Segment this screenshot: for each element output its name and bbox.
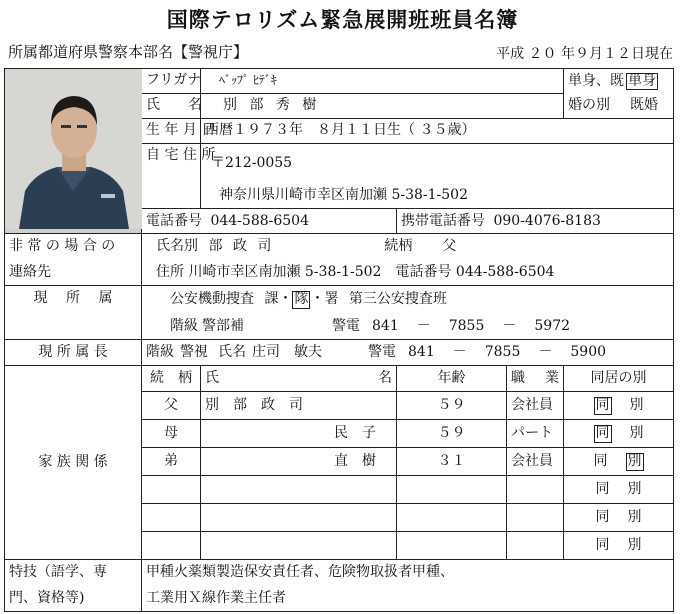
head-name: 庄司 敏夫 (252, 344, 322, 361)
head-rank: 警視 (180, 344, 208, 361)
furigana-value: ﾍﾞｯﾌﾟ ﾋﾃﾞｷ (201, 69, 564, 94)
label-skills-1: 特技（語学、専 (5, 560, 142, 586)
single-option: 単身 (628, 72, 657, 89)
label-emergency-2: 連絡先 (5, 260, 142, 286)
skills-line-1: 甲種火薬類製造保安責任者、危険物取扱者甲種、 (142, 560, 674, 586)
portrait-image (5, 69, 142, 229)
family-col-name: 氏 名 (201, 366, 397, 392)
dept-head-row: 階級 警視 氏名 庄司 敏夫 警電 841 － 7855 － 5900 (142, 340, 674, 366)
roster-form (4, 68, 674, 612)
family-age: ３１ (397, 448, 507, 476)
label-skills-2: 門、資格等) (5, 586, 142, 612)
dept-ka: 課 (264, 291, 279, 308)
cohabit-separate: 別 (627, 509, 642, 526)
emergency-relation: 父 (442, 238, 457, 255)
family-col-job: 職 業 (507, 366, 564, 392)
family-cohabit (564, 448, 674, 476)
family-job (507, 476, 564, 504)
dept-ext-2: 7855 (448, 317, 485, 334)
dept-sho: 署 (324, 291, 339, 308)
page-title: 国際テロリズム緊急展開班班員名簿 (166, 8, 519, 32)
family-relation (142, 504, 201, 532)
label-emergency-1: 非 常 の 場 合 の (5, 234, 142, 260)
head-ext-1: 841 (408, 344, 435, 361)
mobile-label: 携帯電話番号 (401, 212, 485, 229)
dept-rank: 警部補 (202, 317, 244, 334)
label-dept-head: 現 所 属 長 (5, 340, 142, 366)
affiliation-label: 所属都道府県警察本部名 (8, 43, 174, 61)
family-relation (142, 532, 201, 560)
name-value: 別 部 秀 樹 (201, 94, 564, 119)
family-age (397, 504, 507, 532)
dept-unit-suffix: 第三公安捜査班 (348, 291, 447, 308)
head-ext-3: 5900 (570, 344, 607, 361)
dept-unit-row: 公安機動捜査 課・ 隊 ・署 第三公安捜査班 (142, 286, 674, 314)
cohabit-together: 同 (595, 537, 610, 554)
single-married-label-1: 単身、既 単身 (564, 69, 674, 94)
family-relation: 母 (142, 420, 201, 448)
mobile-value: 090-4076-8183 (493, 212, 601, 229)
cohabit-separate-selected: 別 (627, 453, 642, 470)
cohabit-together-selected: 同 (595, 425, 610, 442)
family-age (397, 532, 507, 560)
family-cohabit (564, 532, 674, 560)
affiliation (8, 41, 248, 62)
family-cohabit (564, 476, 674, 504)
family-col-cohabit: 同居の別 (564, 366, 674, 392)
family-name (201, 532, 397, 560)
label-furigana: フリガナ (142, 69, 201, 94)
family-job: 会社員 (507, 392, 564, 420)
single-married-label-2: 婚の別 既婚 (564, 94, 674, 119)
head-ext-2: 7855 (484, 344, 521, 361)
label-current-dept: 現 所 属 (5, 286, 142, 340)
married-option: 既婚 (630, 97, 659, 114)
emergency-name-row: 氏名別 部 政 司 続柄 父 (142, 234, 674, 260)
phone-cell (142, 209, 397, 234)
emergency-name: 別 部 政 司 (184, 238, 275, 255)
cohabit-separate: 別 (627, 481, 642, 498)
family-job: パート (507, 420, 564, 448)
cohabit-together-selected: 同 (595, 397, 610, 414)
label-dob: 生 年 月 日 (142, 119, 201, 144)
family-job (507, 504, 564, 532)
family-cohabit (564, 392, 674, 420)
phone-label: 電話番号 (146, 212, 202, 229)
family-col-age: 年齢 (397, 366, 507, 392)
family-age: ５９ (397, 420, 507, 448)
cohabit-separate: 別 (627, 537, 642, 554)
label-name: 氏 名 (142, 94, 201, 119)
family-cohabit (564, 420, 674, 448)
skills-line-2: 工業用Ｘ線作業主任者 (142, 586, 674, 612)
family-name: 別 部 政 司 (201, 392, 397, 420)
dept-ext-1: 841 (372, 317, 399, 334)
dob-value: 西暦１９７３年 ８月１１日生（ ３５歳） (201, 119, 674, 144)
cohabit-separate: 別 (629, 425, 644, 442)
mobile-cell (397, 209, 674, 234)
family-name: 直 樹 (201, 448, 397, 476)
family-name (201, 504, 397, 532)
phone-value: 044-588-6504 (210, 212, 309, 229)
cohabit-together: 同 (593, 453, 608, 470)
family-age (397, 476, 507, 504)
dept-tai-selected: 隊 (294, 291, 309, 308)
dept-ext-3: 5972 (534, 317, 571, 334)
family-job (507, 532, 564, 560)
label-family: 家 族 関 係 (5, 366, 142, 560)
family-cohabit (564, 504, 674, 532)
family-age: ５９ (397, 392, 507, 420)
dept-unit-prefix: 公安機動捜査 (170, 291, 254, 308)
family-header-row (5, 366, 674, 392)
emergency-phone: 044-588-6504 (455, 263, 555, 280)
emergency-relation-label: 続柄 (384, 238, 413, 255)
family-col-relation: 続 柄 (142, 366, 201, 392)
address-value: 神奈川県川崎市幸区南加瀬 5-38-1-502 (201, 184, 674, 209)
affiliation-value: 【警視庁】 (173, 43, 249, 61)
cohabit-together: 同 (595, 509, 610, 526)
label-address: 自 宅 住 所 (142, 144, 201, 209)
portrait-photo (5, 69, 142, 234)
family-relation (142, 476, 201, 504)
emergency-address-row: 住所 川崎市幸区南加瀬 5-38-1-502 電話番号 044-588-6504 (142, 260, 674, 286)
family-job: 会社員 (507, 448, 564, 476)
family-relation: 父 (142, 392, 201, 420)
emergency-address: 川崎市幸区南加瀬 5-38-1-502 (188, 263, 382, 280)
emergency-phone-label: 電話番号 (395, 263, 452, 280)
cohabit-together: 同 (595, 481, 610, 498)
dept-rank-row: 階級 警部補 警電 841 － 7855 － 5972 (142, 314, 674, 340)
postal-code: 〒212-0055 (201, 144, 674, 184)
family-name (201, 476, 397, 504)
family-name: 民 子 (201, 420, 397, 448)
as-of-date: 平成 ２０ 年９月１２日現在 (496, 46, 673, 62)
family-relation: 弟 (142, 448, 201, 476)
cohabit-separate: 別 (629, 397, 644, 414)
